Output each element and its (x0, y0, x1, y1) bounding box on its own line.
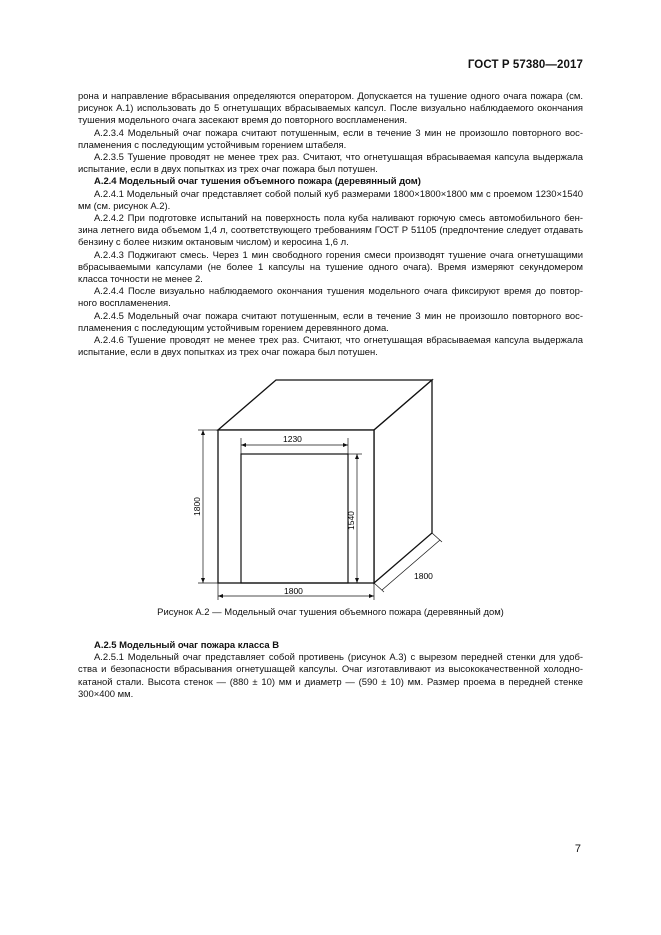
dim-label-cube-depth: 1800 (414, 571, 433, 581)
section-heading-a2-5: А.2.5 Модельный очаг пожара класса В (94, 640, 280, 651)
cube-drawing-svg (170, 378, 460, 600)
text-block-bottom (78, 640, 583, 701)
dim-label-opening-width: 1230 (283, 434, 302, 444)
page-number: 7 (574, 843, 581, 855)
paragraph-a2-4-4: А.2.4.4 После визуально наблюдаемого окончания тушения модельного очага фиксируют время до повтор-ного воспламенения. (78, 286, 583, 310)
dim-label-cube-width: 1800 (284, 586, 303, 596)
paragraph-a2-3-5: А.2.3.5 Тушение проводят не менее трех раз. Считают, что огнетушащая вбрасываемая капсула выдержала испытание, если в двух попытках из трех очаг пожара был потушен. (78, 152, 583, 176)
paragraph-a2-4-2: А.2.4.2 При подготовке испытаний на поверхность пола куба наливают горючую смесь автомобильного бен-зина летнего вида объемом 1,4 л, соответствующего требованиям ГОСТ Р 51105 (предпочтение следует отдавать бензину с более низким октановым числом) и керосина 1,6 л. (78, 213, 583, 249)
figure-caption: Рисунок А.2 — Модельный очаг тушения объемного пожара (деревянный дом) (157, 607, 504, 618)
paragraph-a2-5-1: А.2.5.1 Модельный очаг представляет собой противень (рисунок А.3) с вырезом передней стенки для удоб-ства и безопасности вбрасывания огнетушащей капсулы. Очаг изготавливают из высококачественной холодно-катаной стали. Высота стенок — (880 ± 10) мм и диаметр — (590 ± 10) мм. Размер проема в передней стенке 300×400 мм. (78, 652, 583, 700)
paragraph-a2-4-3: А.2.4.3 Поджигают смесь. Через 1 мин свободного горения смеси производят тушение очага огнетушащими вбрасываемыми капсулами (не более 1 капсулы на тушение одного очага). Время измеряют секундомером класса точности не менее 2. (78, 249, 583, 286)
document-standard-number: ГОСТ Р 57380—2017 (467, 59, 583, 71)
dim-label-cube-height: 1800 (192, 497, 202, 516)
paragraph-a2-3-4: А.2.3.4 Модельный очаг пожара считают потушенным, если в течение 3 мин не произошло повторного вос-пламенения с последующим устойчивым горением штабеля. (78, 127, 583, 151)
paragraph-a2-4-6: А.2.4.6 Тушение проводят не менее трех раз. Считают, что огнетушащая вбрасываемая капсула выдержала испытание, если в двух попытках из трех очаг пожара был потушен. (78, 335, 583, 359)
text-block-top (78, 91, 583, 359)
paragraph-a2-4-1: А.2.4.1 Модельный очаг представляет собой полый куб размерами 1800×1800×1800 мм с проемом 1230×1540 мм (см. рисунок А.2). (78, 188, 583, 212)
dim-label-opening-height: 1540 (346, 511, 356, 530)
paragraph-continued: рона и направление вбрасывания определяются оператором. Допускается на тушение одного очага пожара (см. рисунок А.1) использовать до 5 огнетушащих вбрасываемых капсул. После визуально наблюдаемого окончания тушения модельного очага засекают время до повторного воспламенения. (78, 91, 583, 127)
figure-cube-drawing (170, 378, 460, 600)
paragraph-a2-4-5: А.2.4.5 Модельный очаг пожара считают потушенным, если в течение 3 мин не произошло повторного вос-пламенения с последующим устойчивым горением деревянного дома. (78, 310, 583, 334)
section-heading-a2-4: А.2.4 Модельный очаг тушения объемного пожара (деревянный дом) (94, 176, 421, 188)
